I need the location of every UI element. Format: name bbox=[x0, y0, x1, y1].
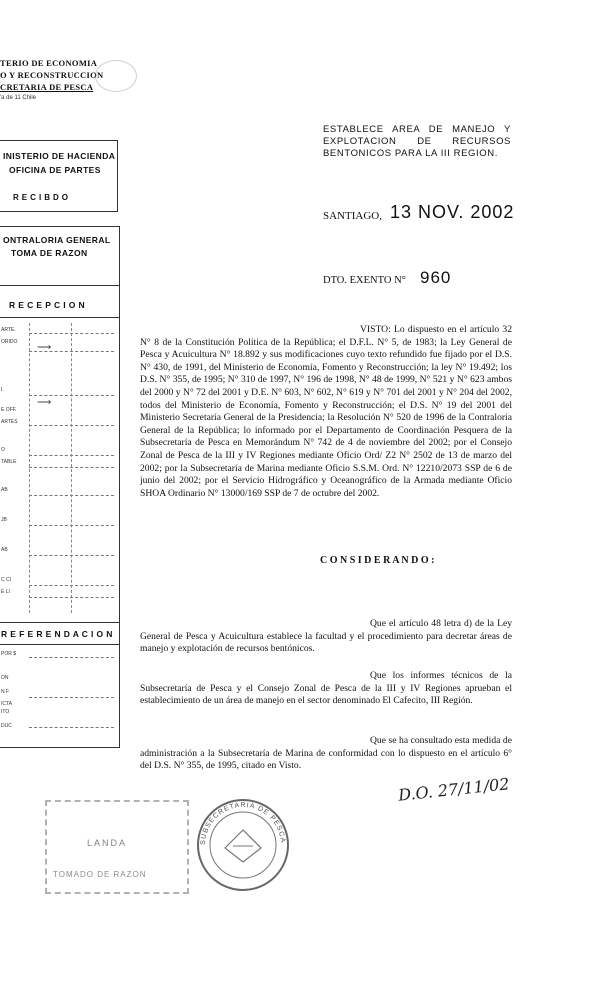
considerando-heading: C O N S I D E R A N D O : bbox=[320, 555, 435, 566]
referendacion-label: R E F E R E N D A C I O N bbox=[1, 629, 113, 639]
recepcion-row: ORIDO bbox=[1, 339, 18, 345]
referendacion-row: POR $ bbox=[1, 651, 17, 657]
recepcion-row: E LI bbox=[1, 589, 10, 595]
referendacion-row: DUC bbox=[1, 723, 12, 729]
form-line bbox=[29, 727, 114, 728]
decree-subject: ESTABLECE AREA DE MANEJO Y EXPLOTACION DE RECURSOS BENTONICOS PARA LA III REGION. bbox=[323, 124, 511, 159]
stamp-text: LANDA bbox=[87, 838, 128, 848]
divider bbox=[0, 622, 119, 623]
arrow-icon: ⟶ bbox=[37, 397, 52, 408]
recepcion-row: AB bbox=[1, 487, 8, 493]
contraloria-stamp bbox=[0, 226, 120, 748]
recepcion-row: E OFF. bbox=[1, 407, 17, 413]
considerando-paragraph-1: Que el artículo 48 letra d) de la Ley General de Pesca y Acuicultura establece la facultad y el procedimiento para decretar áreas de manejo y explotación de recursos bentónicos. bbox=[140, 618, 512, 655]
recepcion-row: JB bbox=[1, 517, 7, 523]
recepcion-row: C CI bbox=[1, 577, 11, 583]
divider bbox=[0, 644, 119, 645]
recepcion-row: ARTE. bbox=[1, 327, 16, 333]
divider bbox=[0, 285, 119, 286]
referendacion-row: ITO bbox=[1, 709, 10, 715]
seal-text: SUBSECRETARIA DE PESCA bbox=[199, 801, 287, 846]
stamp-text-2: TOMADO DE RAZON bbox=[53, 870, 147, 879]
ministry-line-1: TERIO DE ECONOMIA bbox=[0, 58, 98, 68]
ministry-line-3: CRETARIA DE PESCA bbox=[0, 82, 94, 92]
recepcion-row: I. bbox=[1, 387, 4, 393]
referendacion-row: ICTA bbox=[1, 701, 13, 707]
contraloria-line-2: TOMA DE RAZON bbox=[11, 248, 88, 258]
considerando-paragraph-3: Que se ha consultado esta medida de administración a la Subsecretaría de Marina de conformidad con lo dispuesto en el artículo 6° del D.S. N° 355, de 1995, citado en Visto. bbox=[140, 735, 512, 772]
reception-stamp bbox=[45, 800, 189, 894]
place-label: SANTIAGO, bbox=[323, 210, 382, 222]
arrow-icon: ⟶ bbox=[37, 342, 52, 353]
svg-text:SUBSECRETARIA DE PESCA bbox=[200, 802, 286, 845]
form-line bbox=[29, 657, 114, 658]
recepcion-label: R E C E P C I O N bbox=[9, 300, 86, 310]
recepcion-row: TABLE bbox=[1, 459, 17, 465]
form-vline bbox=[71, 323, 72, 613]
decree-label: DTO. EXENTO N° bbox=[323, 275, 406, 286]
handwritten-note: D.O. 27/11/02 bbox=[397, 774, 511, 805]
official-seal bbox=[185, 790, 300, 895]
recibido-label: R E C I B D O bbox=[13, 193, 69, 202]
form-vline bbox=[29, 323, 30, 613]
hacienda-stamp bbox=[0, 140, 118, 212]
considerando-paragraph-2: Que los informes técnicos de la Subsecretaría de Pesca y el Consejo Zonal de Pesca de la III y IV Regiones aprueban el establecimiento de un área de manejo en el sector denominado El Cafecito, III Región. bbox=[140, 670, 512, 707]
recepcion-row: ARTES bbox=[1, 419, 18, 425]
hacienda-line-2: OFICINA DE PARTES bbox=[9, 165, 101, 175]
referendacion-row: N F bbox=[1, 689, 10, 695]
divider bbox=[0, 317, 119, 318]
recepcion-row: AB bbox=[1, 547, 8, 553]
contraloria-line-1: ONTRALORIA GENERAL bbox=[3, 235, 111, 245]
visto-paragraph: VISTO: Lo dispuesto en el artículo 32 N° 8 de la Constitución Política de la República; el D.F.L. N° 5, de 1983; la Ley General de Pesca y Acuicultura N° 18.892 y sus modificaciones cuyo texto refundido fue fijado por el D.S. N° 430, de 1991, del Ministerio de Economía, Fomento y Reconstrucción; la ley N° 19.492; los D.S. N° 355, de 1995; N° 310 de 1997, N° 196 de 1998, N° 48 de 1999, N° 521 y N° 623 ambos del 2000 y N° 72 del 2001 y D.E. N° 603, N° 602, N° 619 y N° 701 del 2001 y N° 204 del 2002, todos del Ministerio de Economía, Fomento y Reconstrucción; el D.S. N° 19 del 2001 del Ministerio Secretaría General de la Presidencia; la Resolución N° 520 de 1996 de la Contraloría General de la República; lo informado por el Departamento de Coordinación Pesquera de la Subsecretaría de Pesca en Memorándum N° 742 de 4 de noviembre del 2002; por el Consejo Zonal de Pesca de la III y IV Regiones mediante Oficio Ord/ Z2 N° 2502 de 13 de marzo del 2002; por la Subsecretaría de Marina mediante Oficio S.S.M. Ord. N° 12210/2073 SSP de 6 de junio del 2002; por el Servicio Hidrográfico y Oceanográfico de la Armada mediante Oficio SHOA Ordinario N° 13000/169 SSP de 7 de octubre del 2002. bbox=[140, 324, 512, 499]
ministry-small-line: 'a de 11 Chile bbox=[0, 95, 37, 101]
hacienda-line-1: INISTERIO DE HACIENDA bbox=[3, 151, 116, 161]
decree-date: 13 NOV. 2002 bbox=[390, 202, 515, 222]
referendacion-row: ON bbox=[1, 675, 9, 681]
recepcion-row: O bbox=[1, 447, 5, 453]
form-line bbox=[29, 697, 114, 698]
ministry-line-2: O Y RECONSTRUCCION bbox=[0, 70, 104, 80]
decree-number: 960 bbox=[420, 268, 452, 287]
header-stamp-mark bbox=[95, 60, 137, 92]
